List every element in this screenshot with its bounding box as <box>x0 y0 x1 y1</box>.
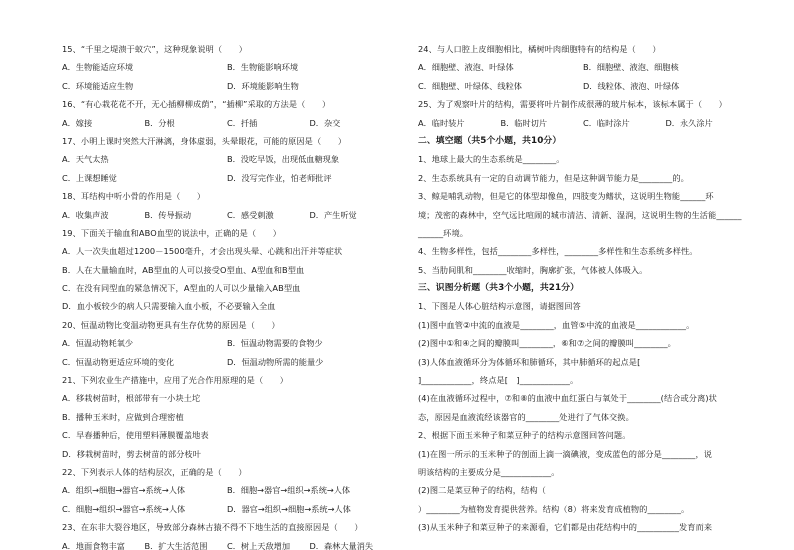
option-b: B．临时切片 <box>500 117 548 128</box>
analysis-line: 2、根据下面玉米种子和菜豆种子的结构示意图回答问题。 <box>418 430 631 441</box>
analysis-line: (3)从玉米种子和菜豆种子的来源看，它们都是由花结构中的__________发育而来 <box>418 522 713 533</box>
question-16-options <box>62 114 392 132</box>
option-d: D．环境能影响生物 <box>227 80 299 91</box>
option-b: B．人在大量输血时，AB型血的人可以接受O型血、A型血和B型血 <box>62 264 305 275</box>
option-a: A．收集声波 <box>62 209 109 220</box>
analysis-line: (2)图二是菜豆种子的结构，结构（ <box>418 485 546 496</box>
question-20-stem: 20、恒温动物比变温动物更具有生存优势的原因是（ ） <box>62 319 280 330</box>
option-b: B．恒温动物需要的食物少 <box>227 338 323 349</box>
analysis-line: 态，原因是血液流经该器官的________处进行了气体交换。 <box>418 411 634 422</box>
fill-blank-line: 1、地球上最大的生态系统是________。 <box>418 154 565 165</box>
option-c: C．感受刺激 <box>227 209 274 220</box>
question-25-stem: 25、为了观察叶片的结构，需要将叶片制作成很薄的玻片标本，该标本属于（ ） <box>418 99 727 110</box>
option-a: A．天气太热 <box>62 154 109 165</box>
analysis-line: ]____________，终点是[ ]____________。 <box>418 375 579 386</box>
fill-blank-line: 2、生态系统具有一定的自动调节能力，但是这种调节能力是________的。 <box>418 172 689 183</box>
question-22-options-cd <box>62 500 392 518</box>
option-c: C．在没有同型血的紧急情况下，A型血的人可以少量输入AB型血 <box>62 283 301 294</box>
fill-blank-line: 3、鲸是哺乳动物，但是它的体型却像鱼，四肢变为鳍状，这说明生物能______环 <box>418 191 714 202</box>
question-20-options <box>62 334 392 352</box>
analysis-line: (3)人体血液循环分为体循环和肺循环，其中肺循环的起点是[ <box>418 356 641 367</box>
question-25-options <box>418 114 748 132</box>
option-d: D．器官→组织→细胞→系统→人体 <box>227 503 351 514</box>
option-a: A．移栽树苗时，根部带有一小块土坨 <box>62 393 201 404</box>
option-a: A．细胞壁、液泡、叶绿体 <box>418 62 514 73</box>
question-19-stem: 19、下面关于输血和ABO血型的说法中，正确的是（ ） <box>62 227 282 238</box>
section-2-title: 二、填空题（共5个小题，共10分） <box>418 135 562 146</box>
question-15-options <box>62 58 392 76</box>
option-b: B．没吃早饭，出现低血糖现象 <box>227 154 340 165</box>
question-24-options <box>418 58 748 76</box>
question-18-options <box>62 206 392 224</box>
analysis-line: 明该结构的主要成分是____________。 <box>418 466 560 477</box>
option-a: A．组织→细胞→器官→系统→人体 <box>62 485 186 496</box>
question-15-options-cd <box>62 77 392 95</box>
question-21-stem: 21、下列农业生产措施中，应用了光合作用原理的是（ ） <box>62 375 289 386</box>
option-c: C．环境能适应生物 <box>62 80 134 91</box>
question-23-options <box>62 537 392 550</box>
option-d: D．森林大量消失 <box>309 540 374 550</box>
option-d: D．移栽树苗时，剪去树苗的部分枝叶 <box>62 448 202 459</box>
option-a: A．恒温动物耗氧少 <box>62 338 134 349</box>
option-b: B．扩大生活范围 <box>144 540 208 550</box>
option-c: C．恒温动物更适应环境的变化 <box>62 356 175 367</box>
option-c: C．细胞→组织→器官→系统→人体 <box>62 503 186 514</box>
option-d: D．血小板较少的病人只需要输入血小板，不必要输入全血 <box>62 301 276 312</box>
option-d: D．恒温动物所需的能量少 <box>227 356 324 367</box>
option-d: D．杂交 <box>309 117 341 128</box>
analysis-line: (1)在图一所示的玉米种子的剖面上滴一滴碘液，变成蓝色的部分是________，说 <box>418 448 713 459</box>
option-c: C．树上天敌增加 <box>227 540 291 550</box>
question-17-stem: 17、小明上课时突然大汗淋漓，身体虚弱，头晕眼花，可能的原因是（ ） <box>62 135 347 146</box>
analysis-line: 1、下图是人体心脏结构示意图，请据图回答 <box>418 301 581 312</box>
question-22-options <box>62 481 392 499</box>
left-column <box>62 40 392 550</box>
question-15-stem: 15、“千里之堤溃于蚁穴”，这种现象说明（ ） <box>62 44 248 54</box>
question-23-stem: 23、在东非大裂谷地区，导致部分森林古猿不得不下地生活的直接原因是（ ） <box>62 522 363 533</box>
option-a: A．地面食物丰富 <box>62 540 125 550</box>
option-c: C．扦插 <box>227 117 258 128</box>
option-a: A．嫁接 <box>62 117 93 128</box>
option-b: B．生物能影响环境 <box>227 62 299 73</box>
fill-blank-line: 5、当肋间肌和________收缩时，胸廓扩张，气体被人体吸入。 <box>418 264 648 275</box>
option-a: A．人一次失血超过1200－1500毫升，才会出现头晕、心跳和出汗并等症状 <box>62 246 343 257</box>
option-b: B．分根 <box>144 117 175 128</box>
right-column <box>418 40 748 537</box>
option-c: C．早春播种后，使用塑料薄膜覆盖地表 <box>62 430 209 441</box>
analysis-line: (4)在血液循环过程中，⑦和⑧的血液中血红蛋白与氧处于________(结合或分离)状 <box>418 393 717 404</box>
option-b: B．细胞壁、液泡、细胞核 <box>583 62 679 73</box>
analysis-line: (2)图中①和④之间的瓣膜叫________，⑥和⑦之间的瓣膜叫________。 <box>418 338 676 349</box>
option-d: D．永久涂片 <box>665 117 713 128</box>
analysis-line: (1)图中血管②中流的血液是________，血管⑤中流的血液是____________。 <box>418 319 695 330</box>
question-17-options <box>62 150 392 168</box>
question-20-options-cd <box>62 353 392 371</box>
question-24-stem: 24、与人口腔上皮细胞相比，橘树叶肉细胞特有的结构是（ ） <box>418 44 661 54</box>
fill-blank-line: 境；茂密的森林中，空气远比喧闹的城市清洁、清新、湿润，这说明生物的生活能______ <box>418 209 742 220</box>
option-c: C．上课想睡觉 <box>62 172 117 183</box>
option-b: B．播种玉米时，应做到合理密植 <box>62 411 184 422</box>
fill-blank-line: ______环境。 <box>418 227 469 238</box>
question-22-stem: 22、下列表示人体的结构层次，正确的是（ ） <box>62 466 247 477</box>
question-18-stem: 18、耳结构中听小骨的作用是（ ） <box>62 191 206 202</box>
option-c: C．细胞壁、叶绿体、线粒体 <box>418 80 522 91</box>
analysis-line: ）________为植物发育提供营养。结构（8）将来发育成植物的________。 <box>418 503 690 514</box>
question-24-options-cd <box>418 77 748 95</box>
option-b: B．传导振动 <box>144 209 192 220</box>
option-d: D．线粒体、液泡、叶绿体 <box>583 80 680 91</box>
fill-blank-line: 4、生物多样性，包括________多样性，________多样性和生态系统多样性。 <box>418 246 698 257</box>
option-a: A．临时装片 <box>418 117 465 128</box>
question-17-options-cd <box>62 169 392 187</box>
option-a: A．生物能适应环境 <box>62 62 134 73</box>
question-16-stem: 16、“有心栽花花不开，无心插柳柳成荫”，“插柳”采取的方法是（ ） <box>62 99 331 110</box>
section-3-title: 三、识图分析题（共3个小题，共21分） <box>418 283 580 294</box>
option-d: D．没写完作业，怕老师批评 <box>227 172 332 183</box>
option-b: B．细胞→器官→组织→系统→人体 <box>227 485 351 496</box>
option-d: D．产生听觉 <box>309 209 357 220</box>
option-c: C．临时涂片 <box>583 117 630 128</box>
